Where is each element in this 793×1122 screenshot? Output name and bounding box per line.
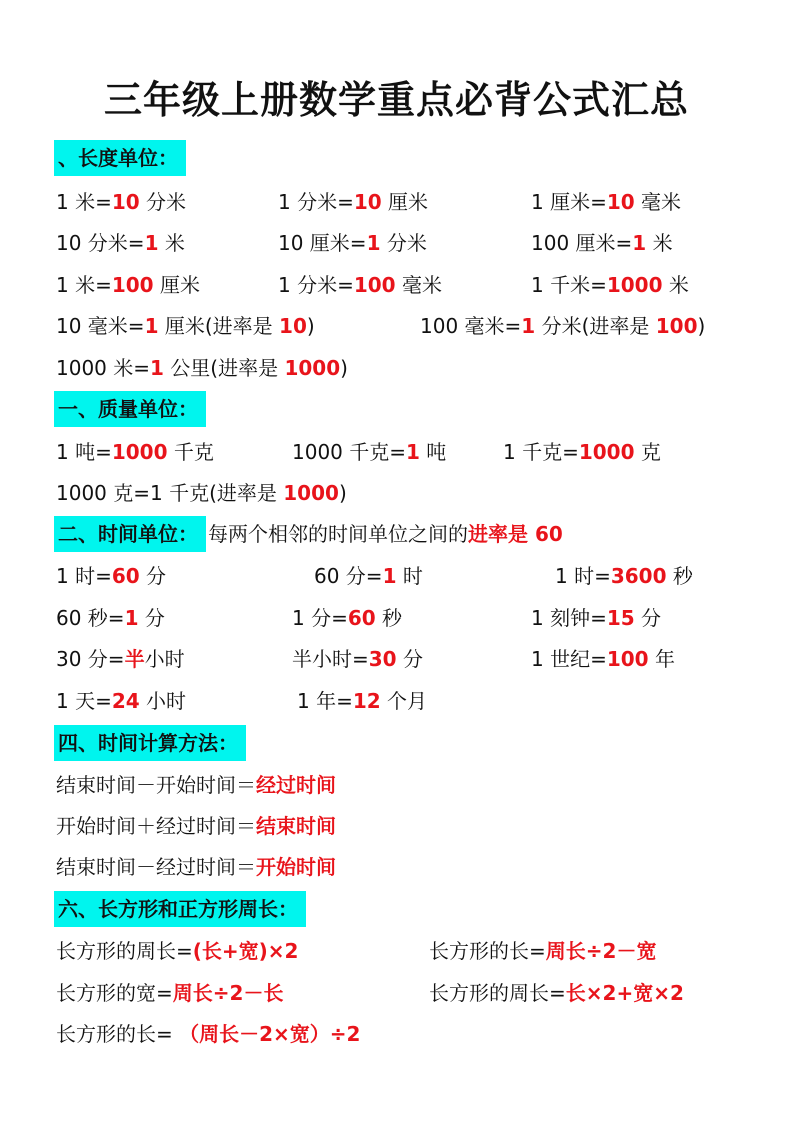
- formula: [56, 811, 336, 841]
- formula: [278, 270, 442, 300]
- formula-text: 分: [396, 647, 423, 671]
- formula-value: 100: [655, 314, 698, 338]
- formula-text: 公里(进率是: [163, 356, 285, 380]
- formula: [292, 437, 446, 467]
- formula: [56, 936, 298, 966]
- page-title: 三年级上册数学重点必背公式汇总: [103, 78, 689, 122]
- formula-text: 时: [396, 564, 423, 588]
- formula-text: 1 刻钟=: [531, 606, 607, 630]
- formula: [429, 936, 656, 966]
- formula-value: 1: [382, 564, 397, 588]
- formula-text: ): [338, 481, 347, 505]
- formula-value: 100: [111, 273, 154, 297]
- formula-text: 半小时=: [292, 647, 369, 671]
- formula: [531, 603, 661, 633]
- formula-row: [0, 852, 793, 882]
- formula-value: 60: [111, 564, 140, 588]
- formula: [56, 228, 185, 258]
- section-heading: [54, 891, 306, 927]
- formula-value: 1: [366, 231, 381, 255]
- formula-text: 1 千米=: [531, 273, 607, 297]
- formula-text: 长方形的宽=: [56, 981, 173, 1005]
- formula: [56, 478, 347, 508]
- formula-value: 10: [606, 190, 635, 214]
- formula-text: 长方形的周长=: [429, 981, 566, 1005]
- formula-row: [0, 770, 793, 800]
- formula-text: ): [306, 314, 315, 338]
- formula: [56, 311, 315, 341]
- formula-value: 1: [521, 314, 536, 338]
- formula: [429, 978, 684, 1008]
- formula-value: 1000: [284, 356, 341, 380]
- formula: [314, 561, 423, 591]
- formula-text: 千克: [167, 440, 214, 464]
- formula: [56, 686, 186, 716]
- section-heading-label: 一、质量单位：: [54, 391, 206, 427]
- formula: [56, 1019, 360, 1049]
- formula-row: [0, 228, 793, 258]
- formula-text: 1000 克=1 千克(进率是: [56, 481, 284, 505]
- formula-value: 1: [150, 356, 164, 380]
- formula-text: 毫米: [634, 190, 682, 214]
- formula-value: 1000: [606, 273, 663, 297]
- formula-text: 米: [158, 231, 185, 255]
- formula-value: 1: [144, 231, 159, 255]
- formula: [292, 603, 402, 633]
- formula-text: 10 厘米=: [278, 231, 367, 255]
- formula-text: 结束时间－开始时间＝: [56, 773, 256, 797]
- formula-value: 10: [111, 190, 140, 214]
- formula-text: 30 分=: [56, 647, 125, 671]
- formula-text: 60 秒=: [56, 606, 125, 630]
- formula-text: 厘米: [381, 190, 429, 214]
- formula: [56, 270, 200, 300]
- formula-text: 米: [662, 273, 689, 297]
- formula-row: [0, 603, 793, 633]
- section-heading: [54, 140, 186, 176]
- formula: [531, 228, 673, 258]
- formula-value: 周长÷2－长: [172, 981, 284, 1005]
- formula-text: 年: [648, 647, 675, 671]
- formula: [56, 437, 214, 467]
- formula-text: 分: [139, 564, 167, 588]
- formula-value: 60: [347, 606, 376, 630]
- formula: [420, 311, 705, 341]
- formula-row: [0, 270, 793, 300]
- formula-text: 1 分米=: [278, 273, 354, 297]
- formula-text: 60 分=: [314, 564, 383, 588]
- formula-text: 秒: [375, 606, 403, 630]
- formula-text: 毫米: [395, 273, 442, 297]
- formula-value: 1: [632, 231, 647, 255]
- formula-row: [0, 187, 793, 217]
- formula-text: 1000 千克=: [292, 440, 407, 464]
- section-heading-label: 四、时间计算方法：: [54, 725, 246, 761]
- formula-text: 1 世纪=: [531, 647, 607, 671]
- formula-text: 秒: [666, 564, 693, 588]
- formula-text: 个月: [380, 689, 428, 713]
- formula-text: 长方形的长=: [429, 939, 546, 963]
- formula-text: 1 厘米=: [531, 190, 607, 214]
- formula-value: 结束时间: [256, 814, 336, 838]
- formula-value: 100: [606, 647, 649, 671]
- formula-text: 分米: [380, 231, 427, 255]
- formula-value: (长+宽)×2: [192, 939, 299, 963]
- formula: [531, 644, 675, 674]
- formula: [278, 187, 428, 217]
- formula-value: 半: [124, 647, 145, 671]
- formula: [56, 852, 336, 882]
- formula-row: [0, 561, 793, 591]
- formula-value: 经过时间: [256, 773, 336, 797]
- formula: [503, 437, 661, 467]
- formula-row: [0, 811, 793, 841]
- formula-text: 1 千克=: [503, 440, 579, 464]
- formula-text: 小时: [139, 689, 187, 713]
- formula: [292, 644, 423, 674]
- formula-value: 10: [279, 314, 307, 338]
- formula-value: 15: [606, 606, 635, 630]
- formula-row: [0, 978, 793, 1008]
- formula: [56, 561, 166, 591]
- formula-value: 长×2+宽×2: [565, 981, 684, 1005]
- formula-text: 100 毫米=: [420, 314, 522, 338]
- section-heading: [54, 725, 246, 761]
- formula-value: 24: [111, 689, 140, 713]
- section-heading-label: 二、时间单位：: [54, 516, 206, 552]
- formula-row: [0, 311, 793, 341]
- formula-row: [0, 936, 793, 966]
- formula-value: （周长－2×宽）÷2: [179, 1022, 361, 1046]
- formula-value: 1: [124, 606, 139, 630]
- formula-text: 吨: [419, 440, 447, 464]
- formula: [56, 644, 185, 674]
- formula-text: 厘米: [153, 273, 200, 297]
- formula-value: 3600: [610, 564, 667, 588]
- formula: [56, 187, 186, 217]
- formula-text: 分米: [139, 190, 187, 214]
- section-heading-label: 六、长方形和正方形周长：: [54, 891, 306, 927]
- formula-value: 30: [368, 647, 397, 671]
- section-heading: [54, 516, 563, 552]
- formula: [278, 228, 427, 258]
- formula: [56, 770, 336, 800]
- formula-text: 10 毫米=: [56, 314, 145, 338]
- formula-text: 10 分米=: [56, 231, 145, 255]
- formula-text: 开始时间＋经过时间＝: [56, 814, 256, 838]
- formula-row: [0, 353, 793, 383]
- formula-text: 1 分=: [292, 606, 348, 630]
- formula-value: 100: [353, 273, 396, 297]
- formula-text: 1 时=: [56, 564, 112, 588]
- formula: [56, 603, 165, 633]
- section-heading: [54, 391, 206, 427]
- section-heading-label: 、长度单位：: [54, 140, 186, 176]
- formula-row: [0, 686, 793, 716]
- formula-text: ): [697, 314, 706, 338]
- formula-text: 长方形的长=: [56, 1022, 180, 1046]
- formula-value: 10: [353, 190, 382, 214]
- formula-value: 1: [144, 314, 159, 338]
- formula-text: 1 天=: [56, 689, 112, 713]
- formula: [297, 686, 427, 716]
- formula-text: 100 厘米=: [531, 231, 633, 255]
- formula-text: 1 年=: [297, 689, 353, 713]
- formula-text: 长方形的周长=: [56, 939, 193, 963]
- formula-value: 开始时间: [256, 855, 336, 879]
- formula-text: 1 吨=: [56, 440, 112, 464]
- formula-text: 1000 米=: [56, 356, 151, 380]
- formula: [56, 353, 348, 383]
- formula-text: 分: [634, 606, 662, 630]
- section-note: 每两个相邻的时间单位之间的: [208, 522, 468, 546]
- formula-row: [0, 478, 793, 508]
- formula-text: ): [340, 356, 348, 380]
- formula-row: [0, 437, 793, 467]
- formula: [56, 978, 283, 1008]
- formula-text: 厘米(进率是: [158, 314, 280, 338]
- formula-value: 1000: [578, 440, 635, 464]
- formula-row: [0, 1019, 793, 1049]
- formula-text: 米: [646, 231, 673, 255]
- formula-text: 分米(进率是: [535, 314, 656, 338]
- formula-text: 1 米=: [56, 190, 112, 214]
- formula-text: 1 时=: [555, 564, 611, 588]
- formula-text: 结束时间－经过时间＝: [56, 855, 256, 879]
- formula-value: 周长÷2－宽: [545, 939, 657, 963]
- formula: [531, 270, 689, 300]
- section-note-emphasis: 进率是 60: [468, 522, 563, 546]
- formula-text: 小时: [144, 647, 185, 671]
- formula-text: 克: [634, 440, 661, 464]
- formula-value: 12: [352, 689, 381, 713]
- formula: [555, 561, 693, 591]
- formula-value: 1000: [111, 440, 168, 464]
- formula-value: 1000: [283, 481, 339, 505]
- formula-text: 1 分米=: [278, 190, 354, 214]
- formula-text: 分: [138, 606, 165, 630]
- formula-text: 1 米=: [56, 273, 112, 297]
- formula-value: 1: [406, 440, 420, 464]
- formula-row: [0, 644, 793, 674]
- formula: [531, 187, 681, 217]
